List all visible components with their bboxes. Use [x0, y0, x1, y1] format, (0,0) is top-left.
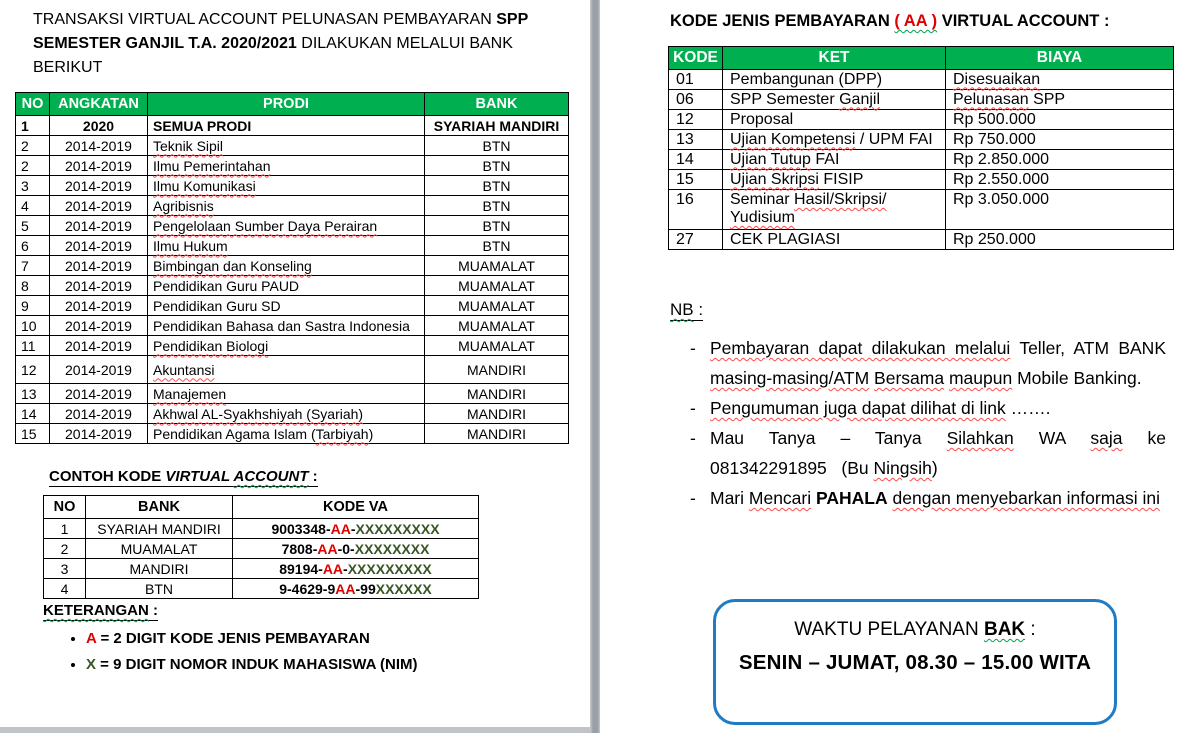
text-segment: AA: [335, 580, 356, 597]
column-header-kode-va: KODE VA: [233, 496, 479, 519]
text-segment: PAHALA: [816, 488, 888, 508]
text-segment: Pengelolaan Sumber Daya Perairan: [153, 217, 378, 234]
cell-prodi: [148, 136, 425, 156]
cell-ket: [723, 110, 946, 130]
text-segment: 9-4629-9: [279, 580, 336, 597]
text-segment: FAI: [810, 150, 840, 168]
cell-prodi: [148, 236, 425, 256]
text-segment: WAKTU PELAYANAN: [794, 619, 984, 640]
cell-prodi: [148, 384, 425, 404]
text-segment: AA: [322, 560, 344, 577]
cell-no: 10: [16, 316, 50, 336]
text-segment: A: [86, 630, 97, 647]
dash-bullet: -: [690, 488, 696, 508]
table-row: [16, 404, 569, 424]
text-segment: …….: [1005, 398, 1051, 418]
text-segment: Rp 2.850.000: [953, 150, 1050, 168]
cell-no: 3: [44, 559, 86, 579]
table-header-row: [669, 47, 1174, 70]
text-segment: Pengumuman juga dapat dilihat di link: [710, 398, 1006, 418]
table-row: [16, 336, 569, 356]
cell-prodi: [148, 176, 425, 196]
cell-no: 1: [44, 519, 86, 539]
text-segment: CEK PLAGIASI: [730, 230, 841, 248]
nb-item: [688, 423, 1166, 483]
text-segment: :: [693, 300, 704, 319]
cell-prodi: [148, 404, 425, 424]
cell-biaya: [946, 150, 1174, 170]
keterangan-item: [86, 630, 418, 647]
column-header-bank: BANK: [86, 496, 233, 519]
column-header-no: NO: [16, 93, 50, 116]
cell-no: 7: [16, 256, 50, 276]
text-segment: NB: [670, 300, 694, 319]
table-row: [16, 296, 569, 316]
cell-biaya: [946, 170, 1174, 190]
cell-no: 6: [16, 236, 50, 256]
cell-bank: BTN: [425, 236, 569, 256]
text-segment: SPP Semester: [730, 90, 840, 108]
table-row: [44, 519, 479, 539]
column-header-kode: KODE: [669, 47, 723, 70]
cell-prodi: [148, 256, 425, 276]
cell-no: 2: [44, 539, 86, 559]
cell-angkatan: 2014-2019: [50, 296, 148, 316]
cell-kode: 12: [669, 110, 723, 130]
text-segment: AA: [317, 540, 338, 557]
cell-prodi: [148, 276, 425, 296]
cell-bank: MUAMALAT: [425, 316, 569, 336]
cell-bank: MANDIRI: [425, 356, 569, 384]
text-segment: Rp 250.000: [953, 230, 1036, 248]
table-row: [669, 130, 1174, 150]
text-segment: TRANSAKSI VIRTUAL ACCOUNT PELUNASAN PEMBAYARAN: [33, 11, 497, 28]
text-segment: Agribisnis: [153, 197, 214, 214]
text-segment: Akhwal AL-Syakhshiyah (Syariah): [153, 405, 364, 422]
text-segment: Ilmu Komunikasi: [153, 177, 256, 194]
cell-bank: BTN: [425, 216, 569, 236]
column-header-angkatan: ANGKATAN: [50, 93, 148, 116]
cell-angkatan: 2014-2019: [50, 404, 148, 424]
text-segment: Rp 3.050.000: [953, 191, 1050, 208]
cell-angkatan: 2014-2019: [50, 356, 148, 384]
cell-kode: 16: [669, 190, 723, 230]
text-segment: ACCOUNT: [233, 468, 309, 485]
text-segment: :: [1025, 619, 1036, 640]
table-row: [16, 384, 569, 404]
text-segment: Pendidikan Biologi: [153, 337, 269, 354]
cell-ket: [723, 90, 946, 110]
text-segment: :: [148, 602, 159, 619]
text-segment: Rp 2.550.000: [953, 170, 1050, 188]
contoh-kode-heading: [49, 468, 318, 485]
table-row: [16, 136, 569, 156]
nb-item: [688, 483, 1166, 513]
table-row: [16, 116, 569, 136]
text-segment: Ilmu Hukum: [153, 237, 228, 254]
cell-bank: MANDIRI: [425, 404, 569, 424]
table-row: [669, 170, 1174, 190]
text-segment: Yudisium: [730, 209, 795, 226]
text-segment: SEMUA PRODI: [153, 117, 252, 134]
cell-prodi: [148, 216, 425, 236]
text-segment: VIRTUAL ACCOUNT :: [937, 12, 1110, 30]
text-segment: / UPM FAI: [855, 130, 933, 148]
text-segment: 89194-: [279, 560, 323, 577]
cell-kode: 14: [669, 150, 723, 170]
cell-no: 2: [16, 156, 50, 176]
cell-bank: MUAMALAT: [425, 336, 569, 356]
cell-angkatan: 2014-2019: [50, 156, 148, 176]
text-segment: XXXXXXXXX: [347, 560, 432, 577]
cell-prodi: [148, 336, 425, 356]
column-header-biaya: BIAYA: [946, 47, 1174, 70]
cell-ket: [723, 150, 946, 170]
cell-bank: SYARIAH MANDIRI: [425, 116, 569, 136]
text-segment: Pendidikan Guru SD: [153, 297, 281, 314]
text-segment: Rp 750.000: [953, 130, 1036, 148]
cell-bank: MANDIRI: [86, 559, 233, 579]
dash-bullet: -: [690, 398, 696, 418]
text-segment: Pelunasan: [953, 90, 1029, 108]
cell-biaya: [946, 230, 1174, 250]
text-segment: Pendidikan Agama Islam (: [153, 425, 316, 442]
table-row: [669, 110, 1174, 130]
cell-angkatan: 2020: [50, 116, 148, 136]
cell-biaya: [946, 70, 1174, 90]
text-segment: Ilmu Pemerintahan: [153, 157, 271, 174]
table-row: [16, 176, 569, 196]
bank-per-prodi-table: [15, 92, 569, 444]
cell-kode: 06: [669, 90, 723, 110]
text-segment: ( AA ): [894, 12, 938, 30]
text-segment: FISIP: [818, 170, 864, 188]
table-row: [669, 150, 1174, 170]
dash-bullet: -: [690, 338, 696, 358]
cell-angkatan: 2014-2019: [50, 216, 148, 236]
cell-angkatan: 2014-2019: [50, 136, 148, 156]
cell-kode-va: [233, 579, 479, 599]
text-segment: Pendidikan Bahasa dan Sastra Indonesia: [153, 317, 410, 334]
cell-angkatan: 2014-2019: [50, 316, 148, 336]
table-row: [16, 196, 569, 216]
text-segment: Bimbingan dan Konseling: [153, 257, 312, 274]
cell-bank: MUAMALAT: [425, 296, 569, 316]
table-row: [16, 316, 569, 336]
cell-biaya: [946, 130, 1174, 150]
cell-bank: MANDIRI: [425, 424, 569, 444]
dash-bullet: -: [690, 428, 696, 448]
text-segment: -99: [355, 580, 376, 597]
service-hours-title: [716, 619, 1114, 641]
table-row: [669, 70, 1174, 90]
text-segment: Ujian Skripsi: [730, 170, 819, 188]
text-segment: Pembangunan (DPP): [730, 70, 883, 88]
cell-prodi: [148, 424, 425, 444]
cell-kode: 27: [669, 230, 723, 250]
text-segment: Mari: [710, 488, 749, 508]
nb-notes-list: [688, 333, 1166, 513]
cell-bank: SYARIAH MANDIRI: [86, 519, 233, 539]
cell-kode-va: [233, 539, 479, 559]
cell-bank: MUAMALAT: [425, 276, 569, 296]
cell-prodi: [148, 156, 425, 176]
table-row: [44, 539, 479, 559]
cell-bank: BTN: [86, 579, 233, 599]
cell-angkatan: 2014-2019: [50, 276, 148, 296]
table-row: [16, 156, 569, 176]
text-segment: CONTOH KODE: [49, 468, 166, 485]
text-segment: ): [931, 458, 938, 478]
text-segment: Silahkan: [946, 428, 1014, 448]
service-hours-box: [713, 599, 1117, 725]
text-segment: Hasil/Skripsi/: [794, 191, 887, 208]
text-segment: VIRTUAL: [165, 468, 234, 485]
cell-prodi: [148, 196, 425, 216]
cell-ket: [723, 70, 946, 90]
cell-biaya: [946, 90, 1174, 110]
text-segment: SENIN – JUMAT, 08.30 – 15.00 WITA: [738, 651, 1092, 674]
text-segment: Ganjil: [839, 90, 880, 108]
cell-kode-va: [233, 519, 479, 539]
text-segment: ke 081342291895 (Bu: [710, 428, 1166, 478]
text-segment: = 2 DIGIT KODE JENIS PEMBAYARAN: [96, 630, 370, 647]
text-segment: DILAKUKAN MELALUI BANK BERIKUT: [33, 35, 513, 76]
cell-no: 2: [16, 136, 50, 156]
text-segment: maupun: [948, 368, 1013, 388]
table-header-row: [44, 496, 479, 519]
text-segment: WA: [1013, 428, 1091, 448]
text-segment: Ningsih: [873, 458, 932, 478]
cell-no: 1: [16, 116, 50, 136]
column-header-bank: BANK: [425, 93, 569, 116]
cell-bank: MUAMALAT: [425, 256, 569, 276]
cell-ket: [723, 230, 946, 250]
cell-angkatan: 2014-2019: [50, 384, 148, 404]
text-segment: masing-masing/ATM: [710, 368, 870, 388]
text-segment: AA: [330, 520, 351, 537]
cell-prodi: [148, 356, 425, 384]
table-row: [16, 256, 569, 276]
table-row: [669, 90, 1174, 110]
cell-no: 5: [16, 216, 50, 236]
cell-bank: BTN: [425, 176, 569, 196]
cell-angkatan: 2014-2019: [50, 196, 148, 216]
cell-angkatan: 2014-2019: [50, 336, 148, 356]
text-segment: = 9 DIGIT NOMOR INDUK MAHASISWA (NIM): [96, 656, 418, 673]
text-segment: -0-: [337, 540, 355, 557]
keterangan-list: [70, 630, 418, 682]
cell-angkatan: 2014-2019: [50, 424, 148, 444]
cell-ket: [723, 170, 946, 190]
cell-no: 4: [16, 196, 50, 216]
payment-code-title: [670, 12, 1175, 31]
cell-kode: 01: [669, 70, 723, 90]
text-segment: Bersama: [874, 368, 945, 388]
text-segment: Manajemen: [153, 385, 227, 402]
text-segment: Pendidikan Guru PAUD: [153, 277, 300, 294]
cell-angkatan: 2014-2019: [50, 256, 148, 276]
text-segment: Proposal: [730, 110, 794, 128]
nb-item: [688, 333, 1166, 393]
cell-kode: 13: [669, 130, 723, 150]
text-segment: Akuntansi: [153, 361, 215, 378]
text-segment: Disesuaikan: [953, 70, 1041, 88]
cell-bank: MUAMALAT: [86, 539, 233, 559]
cell-no: 9: [16, 296, 50, 316]
cell-biaya: [946, 190, 1174, 230]
table-row: [16, 276, 569, 296]
text-segment: Tarbiyah: [315, 425, 369, 442]
cell-no: 13: [16, 384, 50, 404]
text-segment: Mau Tanya – Tanya: [710, 428, 947, 448]
text-segment: Ujian Kompetensi: [730, 130, 856, 148]
cell-bank: BTN: [425, 196, 569, 216]
cell-prodi: [148, 316, 425, 336]
column-header-prodi: PRODI: [148, 93, 425, 116]
service-hours-schedule: [716, 651, 1114, 675]
keterangan-item: [86, 656, 418, 673]
table-row: [16, 356, 569, 384]
text-segment: KODE JENIS PEMBAYARAN: [670, 12, 895, 30]
text-segment: XXXXXXXXX: [355, 520, 440, 537]
cell-no: 12: [16, 356, 50, 384]
text-segment: Mencari: [748, 488, 812, 508]
text-segment: Teknik Sipil: [153, 137, 224, 154]
text-segment: Seminar: [730, 191, 795, 208]
text-segment: XXXXXX: [375, 580, 432, 597]
page-gap-divider: [590, 0, 600, 733]
text-segment: 9003348-: [271, 520, 331, 537]
table-row: [16, 424, 569, 444]
table-row: [44, 579, 479, 599]
nb-item: [688, 393, 1166, 423]
text-segment: ): [368, 425, 374, 442]
cell-angkatan: 2014-2019: [50, 236, 148, 256]
table-row: [669, 190, 1174, 230]
table-row: [16, 216, 569, 236]
cell-bank: BTN: [425, 156, 569, 176]
virtual-account-code-table: [43, 495, 479, 599]
cell-kode-va: [233, 559, 479, 579]
cell-angkatan: 2014-2019: [50, 176, 148, 196]
cell-no: 14: [16, 404, 50, 424]
text-segment: KETERANGAN: [43, 602, 149, 619]
cell-bank: MANDIRI: [425, 384, 569, 404]
text-segment: Rp 500.000: [953, 110, 1036, 128]
page-bottom-edge: [0, 727, 590, 733]
cell-kode: 15: [669, 170, 723, 190]
text-segment: dengan menyebarkan informasi ini: [892, 488, 1161, 508]
cell-no: 15: [16, 424, 50, 444]
cell-biaya: [946, 110, 1174, 130]
cell-no: 3: [16, 176, 50, 196]
text-segment: -: [350, 520, 356, 537]
text-segment: Teller, ATM BANK: [1010, 338, 1166, 358]
cell-no: 11: [16, 336, 50, 356]
text-segment: SPP SEMESTER GANJIL T.A. 2020/2021: [33, 11, 528, 52]
table-header-row: [16, 93, 569, 116]
text-segment: :: [308, 468, 318, 485]
column-header-no: NO: [44, 496, 86, 519]
text-segment: -: [343, 560, 348, 577]
text-segment: Ujian Tutup: [730, 150, 811, 168]
table-row: [669, 230, 1174, 250]
cell-no: 8: [16, 276, 50, 296]
text-segment: saja: [1090, 428, 1123, 448]
text-segment: 7808-: [281, 540, 318, 557]
cell-ket: [723, 130, 946, 150]
text-segment: XXXXXXXX: [354, 540, 430, 557]
text-segment: SPP: [1028, 90, 1066, 108]
table-row: [16, 236, 569, 256]
cell-bank: BTN: [425, 136, 569, 156]
left-page-title: [33, 8, 560, 80]
cell-prodi: [148, 296, 425, 316]
text-segment: Pembayaran dapat dilakukan melalui: [710, 338, 1011, 358]
payment-code-table: [668, 46, 1174, 250]
table-row: [44, 559, 479, 579]
cell-ket: [723, 190, 946, 230]
text-segment: X: [86, 656, 97, 673]
nb-heading: [670, 300, 703, 320]
text-segment: BAK: [983, 619, 1026, 640]
cell-no: 4: [44, 579, 86, 599]
cell-prodi: [148, 116, 425, 136]
column-header-ket: KET: [723, 47, 946, 70]
keterangan-heading: [43, 602, 158, 619]
text-segment: Mobile Banking.: [1012, 368, 1142, 388]
